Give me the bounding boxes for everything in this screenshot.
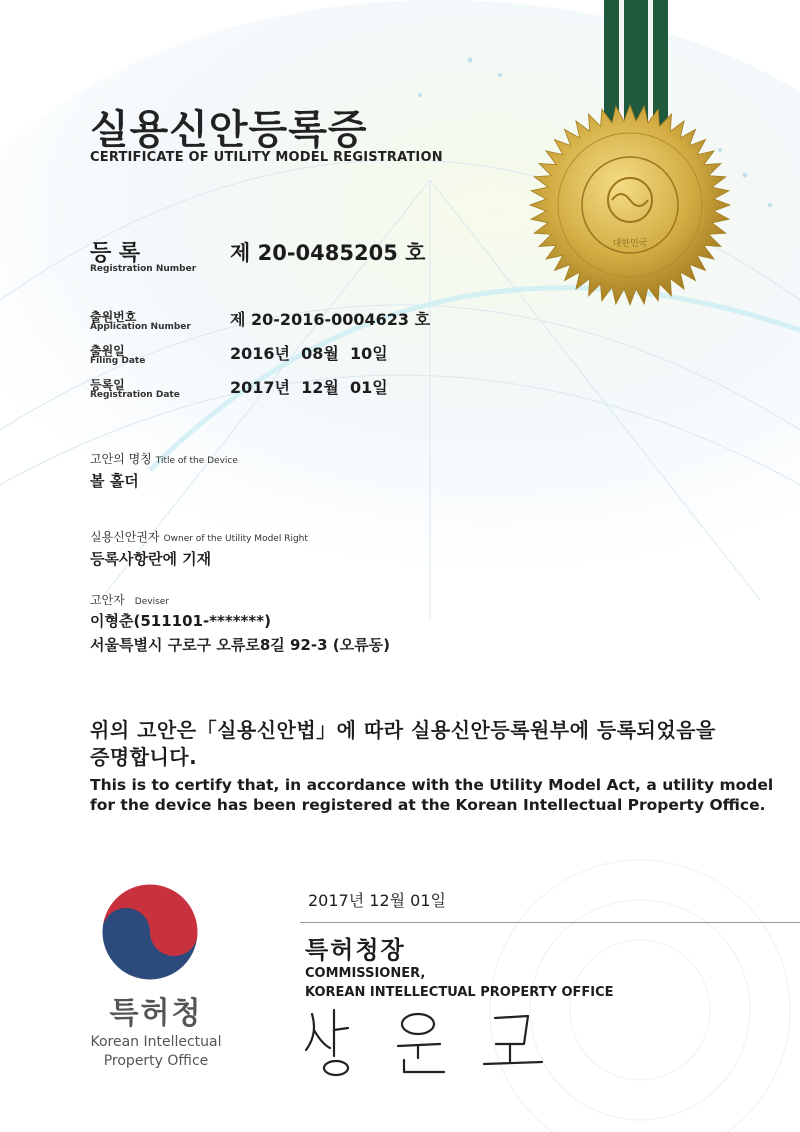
certificate-title: 실용신안등록증 xyxy=(90,107,368,153)
filing-date-label: 출원일 xyxy=(90,344,125,358)
signature-name: 성 윤 모 xyxy=(300,1000,304,1001)
registration-label: 등 록 xyxy=(90,241,141,266)
commissioner-title-en-line1: COMMISSIONER, xyxy=(305,966,426,981)
certification-en-line1: This is to certify that, in accordance with the Utility Model Act, a utility model xyxy=(90,776,774,794)
kipo-logo-icon xyxy=(102,884,198,980)
certification-en-line2: for the device has been registered at the Korean Intellectual Property Office. xyxy=(90,796,766,814)
application-label: 출원번호 xyxy=(90,310,137,324)
registration-label-english: Registration Number xyxy=(90,264,197,274)
issue-date: 2017년 12월 01일 xyxy=(308,891,446,910)
device-title-label xyxy=(90,450,238,467)
kipo-logo-korean: 특허청 xyxy=(109,996,203,1031)
registration-date-label-english: Registration Date xyxy=(90,390,180,400)
registration-date-label: 등록일 xyxy=(90,378,125,392)
registration-date: 2017년 12월 01일 xyxy=(230,378,388,397)
kipo-logo-english-line1: Korean Intellectual xyxy=(90,1034,222,1050)
certification-ko-line2: 증명합니다. xyxy=(90,745,198,769)
deviser-label-en: Deviser xyxy=(134,597,170,607)
owner-value: 등록사항란에 기재 xyxy=(90,550,212,568)
kipo-logo-english-line2: Property Office xyxy=(103,1053,209,1069)
signature-divider xyxy=(300,922,800,923)
commissioner-title: 특허청장 xyxy=(305,936,406,964)
commissioner-title-en-line2: KOREAN INTELLECTUAL PROPERTY OFFICE xyxy=(305,985,614,1000)
device-title-label-ko: 고안의 명칭 xyxy=(90,452,152,466)
owner-label-ko: 실용신안권자 xyxy=(90,530,160,544)
registration-number: 제 20-0485205 호 xyxy=(230,241,426,265)
application-label-english: Application Number xyxy=(90,322,191,332)
deviser-address: 서울특별시 구로구 오류로8길 92-3 (오류동) xyxy=(90,636,390,654)
filing-date-label-english: Filing Date xyxy=(90,356,146,366)
device-title-label-en: Title of the Device xyxy=(155,456,238,466)
owner-label xyxy=(90,528,308,545)
owner-label-en: Owner of the Utility Model Right xyxy=(163,534,308,544)
deviser-name: 이형춘(511101-*******) xyxy=(90,612,271,630)
deviser-label xyxy=(90,591,169,608)
application-number: 제 20-2016-0004623 호 xyxy=(230,310,431,329)
commissioner-signature xyxy=(300,1000,560,1080)
certification-ko-line1: 위의 고안은「실용신안법」에 따라 실용신안등록원부에 등록되었음을 xyxy=(90,718,716,742)
certificate-title-english: CERTIFICATE OF UTILITY MODEL REGISTRATION xyxy=(90,150,443,165)
device-title: 볼 홀더 xyxy=(90,472,139,490)
filing-date: 2016년 08월 10일 xyxy=(230,344,388,363)
seal-text: 대한민국 xyxy=(612,239,648,249)
deviser-label-ko: 고안자 xyxy=(90,593,125,607)
